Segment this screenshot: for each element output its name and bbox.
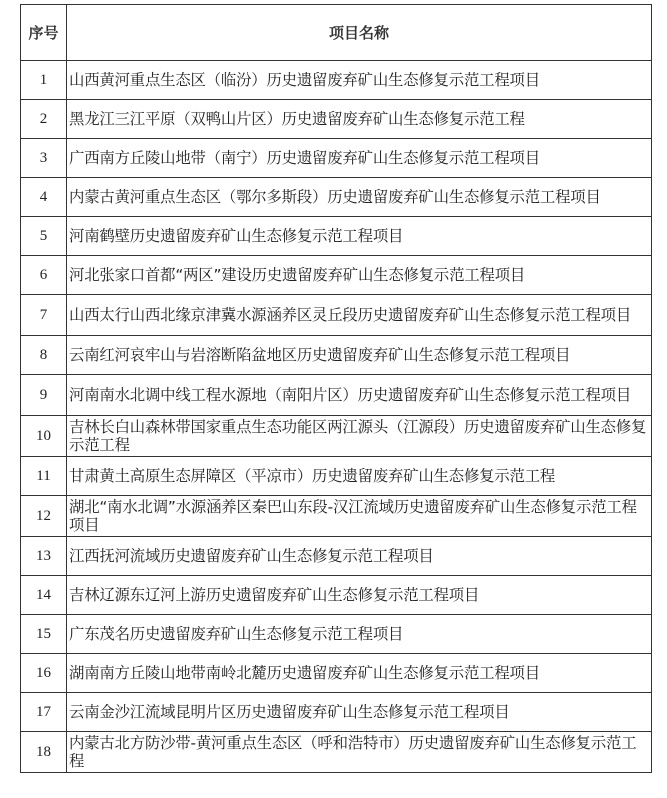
project-name: 黑龙江三江平原（双鸭山片区）历史遗留废弃矿山生态修复示范工程: [67, 100, 652, 139]
project-name: 山西太行山西北缘京津冀水源涵养区灵丘段历史遗留废弃矿山生态修复示范工程项目: [67, 295, 652, 336]
table-row: [21, 732, 652, 773]
header-number: 序号: [21, 5, 67, 61]
project-name: 云南红河哀牢山与岩溶断陷盆地区历史遗留废弃矿山生态修复示范工程项目: [67, 336, 652, 375]
project-name: 湖北“南水北调”水源涵养区秦巴山东段-汉江流域历史遗留废弃矿山生态修复示范工程项目: [67, 496, 652, 537]
table-row: [21, 139, 652, 178]
row-number: 13: [21, 537, 67, 576]
project-name: 广东茂名历史遗留废弃矿山生态修复示范工程项目: [67, 615, 652, 654]
table-row: [21, 576, 652, 615]
project-name: 湖南南方丘陵山地带南岭北麓历史遗留废弃矿山生态修复示范工程项目: [67, 654, 652, 693]
project-name: 山西黄河重点生态区（临汾）历史遗留废弃矿山生态修复示范工程项目: [67, 61, 652, 100]
project-name: 内蒙古北方防沙带-黄河重点生态区（呼和浩特市）历史遗留废弃矿山生态修复示范工程: [67, 732, 652, 773]
table-row: [21, 615, 652, 654]
row-number: 14: [21, 576, 67, 615]
row-number: 1: [21, 61, 67, 100]
table-row: [21, 256, 652, 295]
row-number: 10: [21, 416, 67, 457]
project-name: 吉林长白山森林带国家重点生态功能区两江源头（江源段）历史遗留废弃矿山生态修复示范工程: [67, 416, 652, 457]
table-row: [21, 537, 652, 576]
table-row: [21, 295, 652, 336]
table-row: [21, 100, 652, 139]
row-number: 18: [21, 732, 67, 773]
header-project-name: 项目名称: [67, 5, 652, 61]
table-row: [21, 217, 652, 256]
table-row: [21, 416, 652, 457]
row-number: 6: [21, 256, 67, 295]
project-name: 河北张家口首都“两区”建设历史遗留废弃矿山生态修复示范工程项目: [67, 256, 652, 295]
project-name: 河南南水北调中线工程水源地（南阳片区）历史遗留废弃矿山生态修复示范工程项目: [67, 375, 652, 416]
table-row: [21, 375, 652, 416]
project-table: [20, 4, 652, 773]
project-name: 内蒙古黄河重点生态区（鄂尔多斯段）历史遗留废弃矿山生态修复示范工程项目: [67, 178, 652, 217]
project-name: 江西抚河流域历史遗留废弃矿山生态修复示范工程项目: [67, 537, 652, 576]
row-number: 8: [21, 336, 67, 375]
row-number: 7: [21, 295, 67, 336]
row-number: 17: [21, 693, 67, 732]
table-row: [21, 61, 652, 100]
row-number: 12: [21, 496, 67, 537]
table-header-row: [21, 5, 652, 61]
project-name: 云南金沙江流域昆明片区历史遗留废弃矿山生态修复示范工程项目: [67, 693, 652, 732]
table-row: [21, 457, 652, 496]
table-row: [21, 496, 652, 537]
row-number: 16: [21, 654, 67, 693]
project-name: 甘肃黄土高原生态屏障区（平凉市）历史遗留废弃矿山生态修复示范工程: [67, 457, 652, 496]
table-row: [21, 693, 652, 732]
row-number: 4: [21, 178, 67, 217]
row-number: 11: [21, 457, 67, 496]
project-name: 吉林辽源东辽河上游历史遗留废弃矿山生态修复示范工程项目: [67, 576, 652, 615]
row-number: 9: [21, 375, 67, 416]
table-row: [21, 654, 652, 693]
row-number: 3: [21, 139, 67, 178]
table-row: [21, 178, 652, 217]
project-name: 广西南方丘陵山地带（南宁）历史遗留废弃矿山生态修复示范工程项目: [67, 139, 652, 178]
row-number: 5: [21, 217, 67, 256]
row-number: 2: [21, 100, 67, 139]
row-number: 15: [21, 615, 67, 654]
project-name: 河南鹤壁历史遗留废弃矿山生态修复示范工程项目: [67, 217, 652, 256]
table-row: [21, 336, 652, 375]
